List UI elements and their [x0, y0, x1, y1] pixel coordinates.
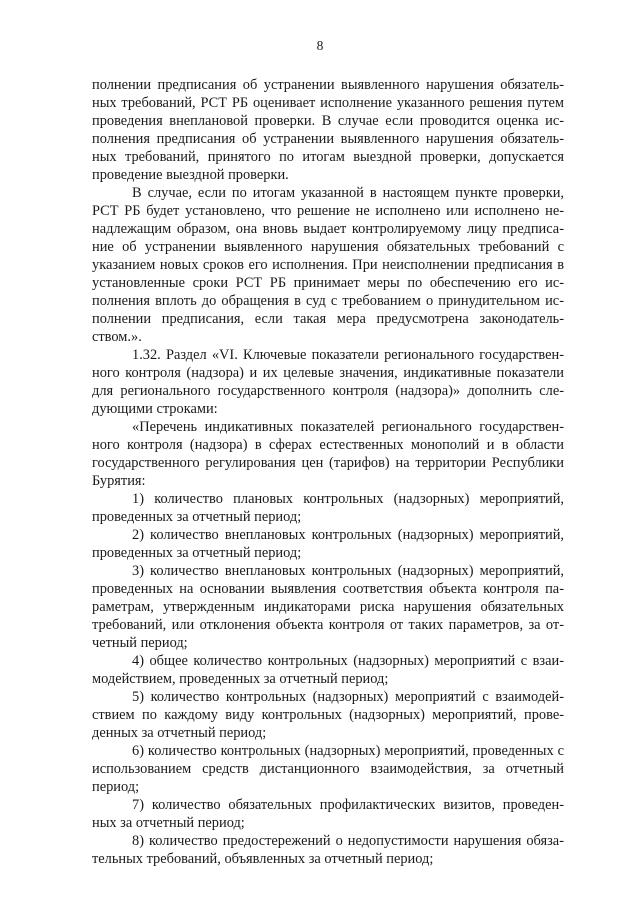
list-item: 2) количество внеплановых контрольных (надзорных) мероприятий, проведенных за отчетный период; [92, 527, 564, 561]
list-item: 3) количество внеплановых контрольных (надзорных) мероприятий, проведенных на основании выявления соответствия объекта контроля па-раметрам, утвержденным индикаторами риска нарушения обязательных требований, или отклонения объекта контроля от таких параметров, за от-четный период; [92, 563, 564, 651]
indicator-list [92, 490, 564, 868]
list-item: 7) количество обязательных профилактических визитов, проведен-ных за отчетный период; [92, 797, 564, 831]
list-item: 5) количество контрольных (надзорных) мероприятий с взаимодей-ствием по каждому виду контрольных (надзорных) мероприятий, прове-денных за отчетный период; [92, 689, 564, 741]
page-number: 8 [316, 38, 324, 53]
paragraph: полнении предписания об устранении выявленного нарушения обязатель-ных требований, РСТ РБ оценивает исполнение указанного решения путем проведения внеплановой проверки. В случае если проводится оценка ис-полнения предписания об устранении выявленного нарушения обязатель-ных требований, принятого по итогам выездной проверки, допускается проведение выездной проверки. [92, 77, 564, 183]
paragraph: «Перечень индикативных показателей регионального государствен-ного контроля (надзора) в сферах естественных монополий и в области государственного регулирования цен (тарифов) на территории Республики Бурятия: [92, 419, 564, 489]
document-body [92, 76, 564, 868]
paragraph: 1.32. Раздел «VI. Ключевые показатели регионального государствен-ного контроля (надзора) и их целевые значения, индикативные показатели для регионального государственного контроля (надзора)» дополнить сле-дующими строками: [92, 347, 564, 417]
list-item: 4) общее количество контрольных (надзорных) мероприятий с взаи-модействием, проведенных за отчетный период; [92, 653, 564, 687]
list-item: 6) количество контрольных (надзорных) мероприятий, проведенных с использованием средств дистанционного взаимодействия, за отчетный период; [92, 743, 564, 795]
list-item: 8) количество предостережений о недопустимости нарушения обяза-тельных требований, объявленных за отчетный период; [92, 833, 564, 867]
paragraph: В случае, если по итогам указанной в настоящем пункте проверки, РСТ РБ будет установлено, что решение не исполнено или исполнено не-надлежащим образом, она вновь выдает контролируемому лицу предписа-ние об устранении выявленного нарушения обязательных требований с указанием новых сроков его исполнения. При неисполнении предписания в установленные сроки РСТ РБ принимает меры по обеспечению его ис-полнения вплоть до обращения в суд с требованием о принудительном ис-полнении предписания, если такая мера предусмотрена законодатель-ством.». [92, 185, 564, 345]
list-item: 1) количество плановых контрольных (надзорных) мероприятий, проведенных за отчетный период; [92, 491, 564, 525]
